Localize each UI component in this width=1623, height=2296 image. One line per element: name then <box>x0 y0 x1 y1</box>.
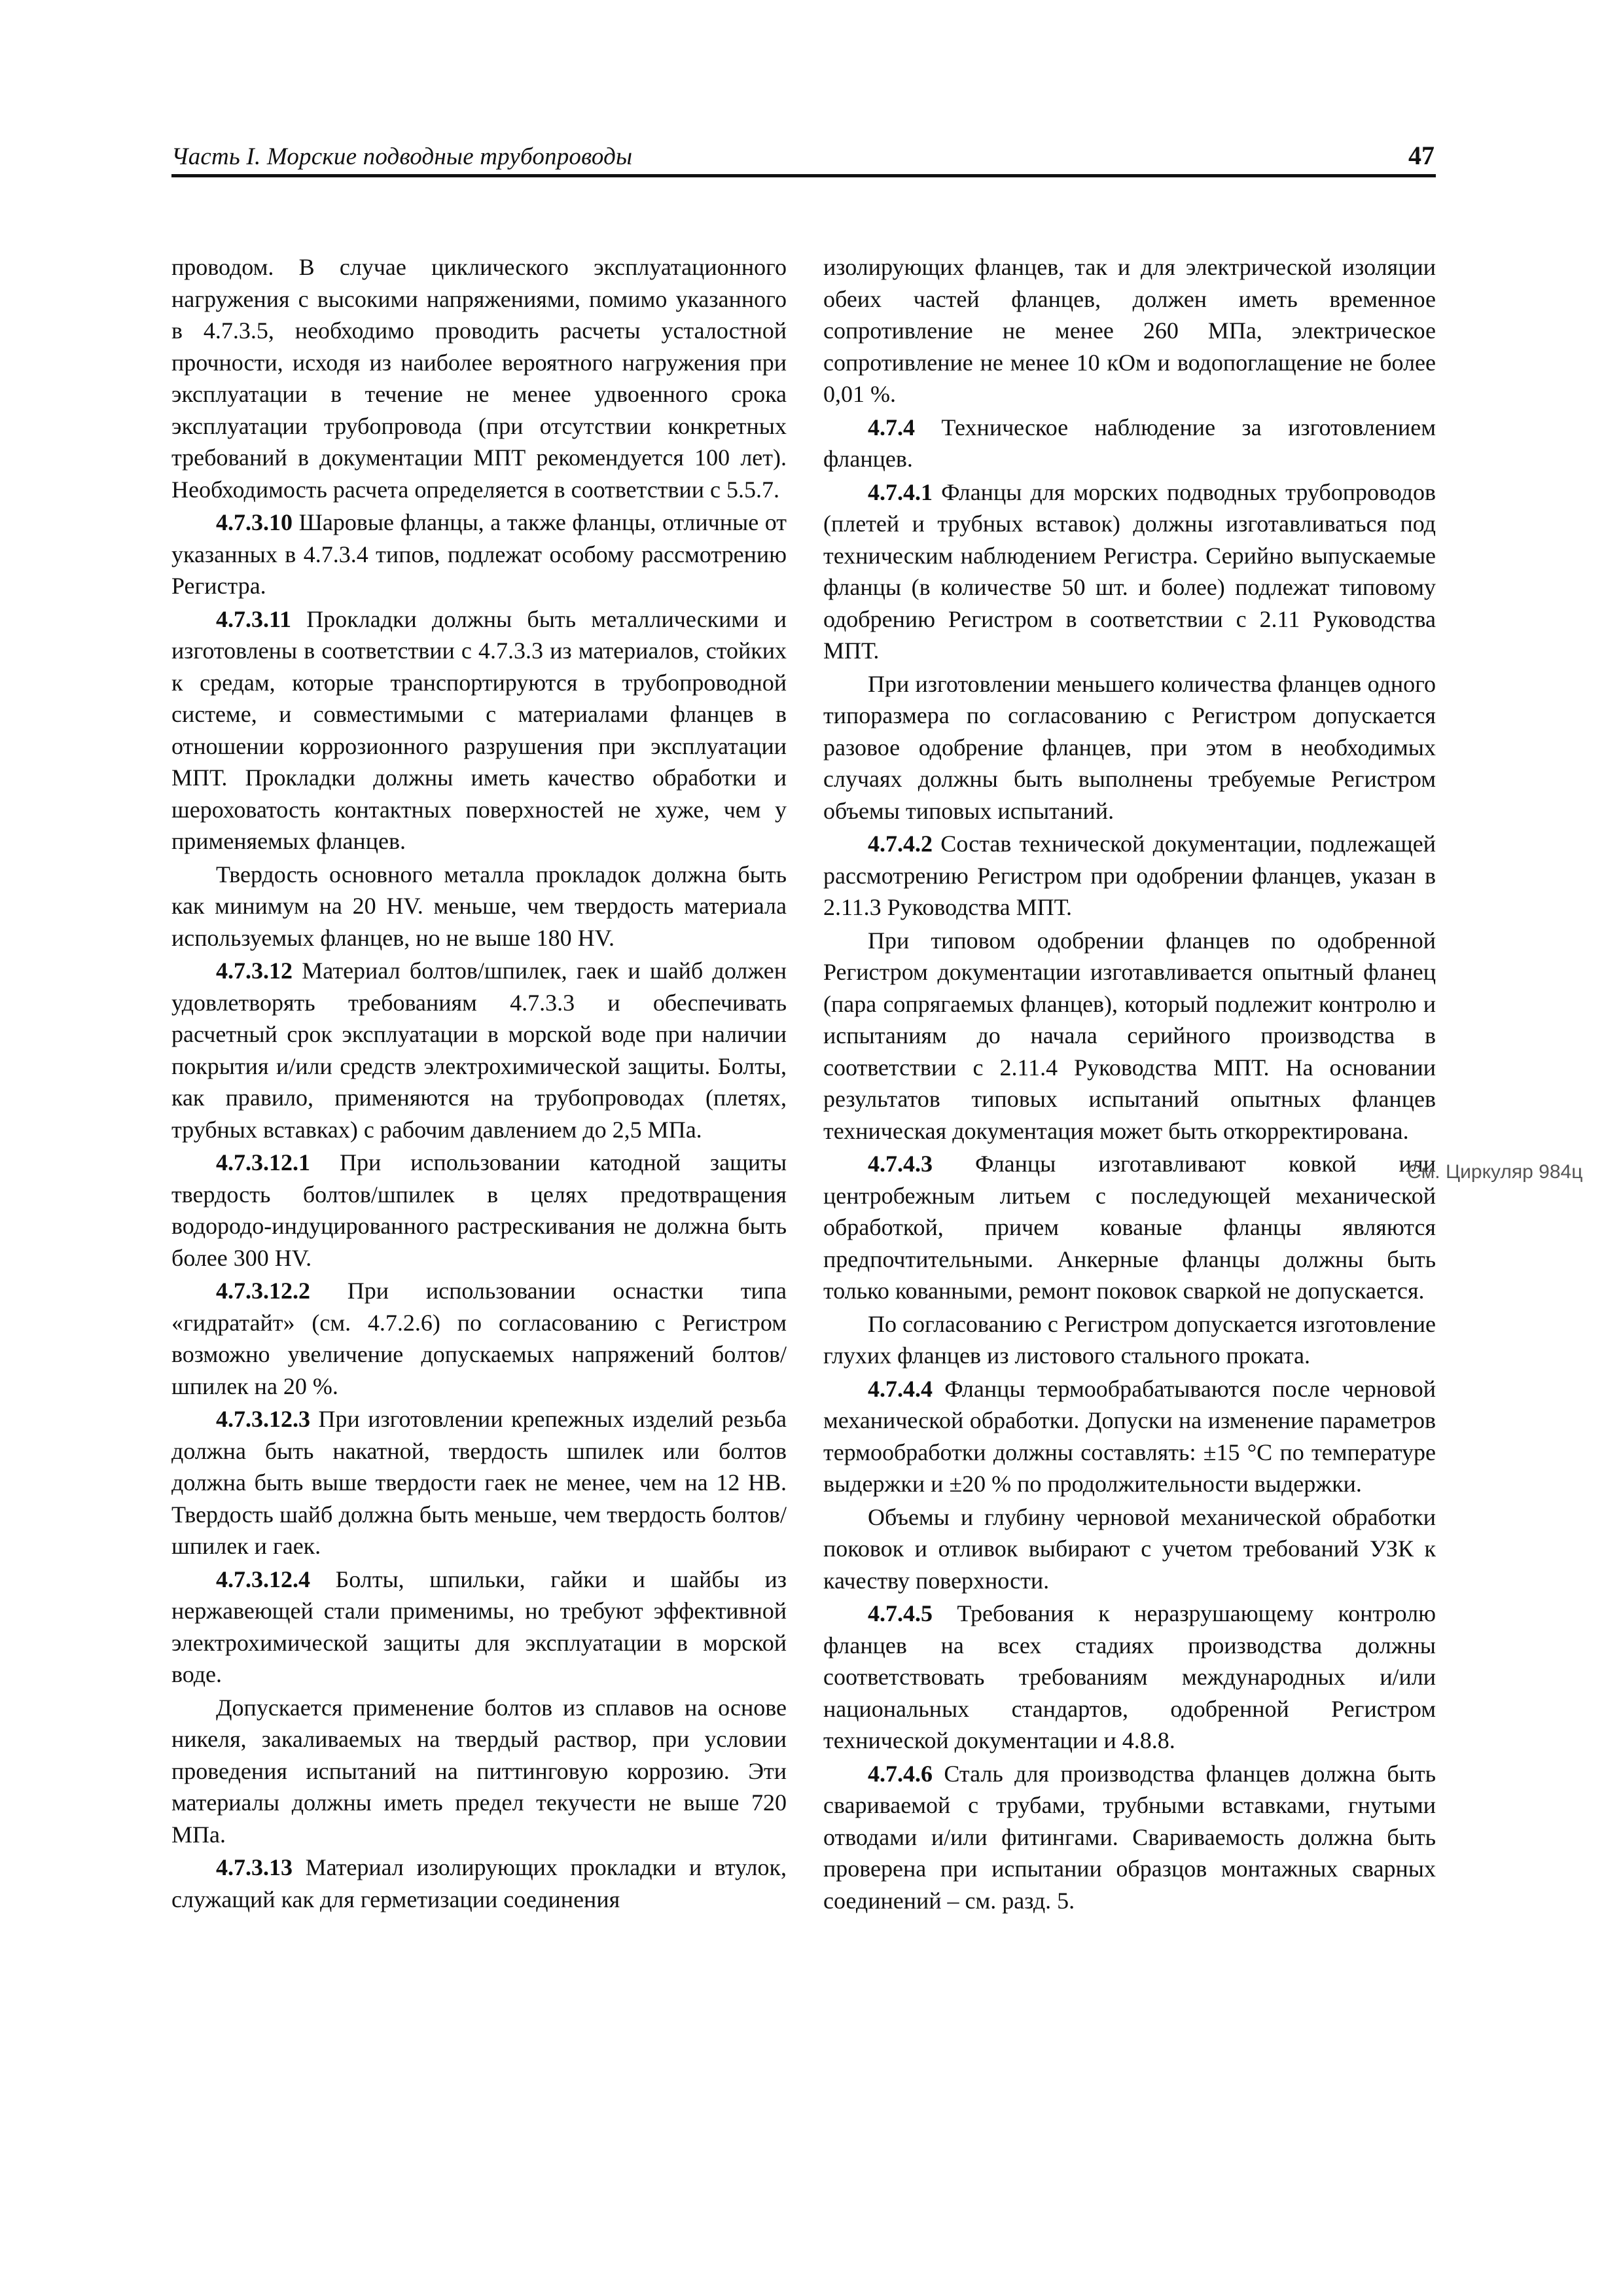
paragraph-text: Фланцы термообрабатываются после черновой механической обработки. Допуски на изменение параметров термообработки должны составлять: ±15 °C по температуре выдержки и ±20 % по продолжительности выдержки. <box>823 1375 1436 1497</box>
paragraph-text: изолирующих фланцев, так и для электрической изоляции обеих частей фланцев, должен иметь временное сопротивление не менее 260 МПа, электрическое сопротивление не менее 10 кОм и водопоглащение не более 0,01 %. <box>823 254 1436 407</box>
paragraph <box>823 828 1436 924</box>
paragraph <box>171 1564 787 1691</box>
clause-number: 4.7.4.5 <box>868 1600 933 1626</box>
paragraph <box>823 1373 1436 1500</box>
paragraph-text: При типовом одобрении фланцев по одобренной Регистром документации изготавливается опытный фланец (пара сопрягаемых фланцев), который подлежит контролю и испытаниям до начала серийного производства в соответствии с 2.11.4 Руководства МПТ. На основании результатов типовых испытаний опытных фланцев техническая документация может быть откорректирована. <box>823 927 1436 1144</box>
margin-note-link[interactable]: См. Циркуляр 984ц <box>1407 1161 1583 1183</box>
paragraph <box>823 1308 1436 1372</box>
right-column <box>823 251 1436 1918</box>
clause-number: 4.7.3.12 <box>216 958 293 984</box>
paragraph-text: Объемы и глубину черновой механической обработки поковок и отливок выбирают с учетом требований УЗК к качеству поверхности. <box>823 1503 1436 1594</box>
paragraph <box>823 251 1436 410</box>
header-rule <box>171 174 1436 177</box>
paragraph-text: Материал изолирующих прокладки и втулок, служащий как для герметизации соединения <box>171 1854 787 1912</box>
clause-number: 4.7.3.12.3 <box>216 1406 310 1432</box>
clause-number: 4.7.4.2 <box>868 831 933 857</box>
paragraph-text: При изготовлении меньшего количества фланцев одного типоразмера по согласованию с Регистром допускается разовое одобрение фланцев, при этом в необходимых случаях должны быть выполнены требуемые Регистром объемы типовых испытаний. <box>823 670 1436 824</box>
clause-number: 4.7.4.1 <box>868 478 933 505</box>
paragraph-text: Состав технической документации, подлежащей рассмотрению Регистром при одобрении фланцев, указан в 2.11.3 Руководства МПТ. <box>823 831 1436 920</box>
paragraph <box>823 1598 1436 1757</box>
paragraph <box>171 1275 787 1402</box>
paragraph <box>171 603 787 857</box>
paragraph <box>171 251 787 505</box>
paragraph <box>171 507 787 602</box>
paragraph <box>823 476 1436 667</box>
clause-number: 4.7.4.3 <box>868 1151 933 1177</box>
clause-number: 4.7.3.13 <box>216 1854 293 1880</box>
paragraph <box>171 1692 787 1851</box>
paragraph-text: Требования к неразрушающему контролю фланцев на всех стадиях производства должны соответствовать требованиям международных и/или национальных стандартов, одобренной Регистром технической документации и 4.8.8. <box>823 1600 1436 1753</box>
clause-number: 4.7.4.6 <box>868 1760 933 1787</box>
paragraph-text: Техническое наблюдение за изготовлением фланцев. <box>823 414 1436 472</box>
paragraph <box>823 1148 1436 1307</box>
paragraph-text: При использовании оснастки типа «гидратайт» (см. 4.7.2.6) по согласованию с Регистром возможно увеличение допускаемых напряжений болтов/шпилек на 20 %. <box>171 1278 787 1399</box>
paragraph-text: Прокладки должны быть металлическими и изготовлены в соответствии с 4.7.3.3 из материалов, стойких к средам, которые транспортируются в трубопроводной системе, и совместимыми с материалами фланцев в отношении коррозионного разрушения при эксплуатации МПТ. Прокладки должны иметь качество обработки и шероховатость контактных поверхностей не хуже, чем у применяемых фланцев. <box>171 605 787 854</box>
clause-number: 4.7.3.12.2 <box>216 1278 310 1304</box>
paragraph-text: По согласованию с Регистром допускается изготовление глухих фланцев из листового стального проката. <box>823 1310 1436 1369</box>
paragraph <box>171 859 787 954</box>
paragraph-text: Материал болтов/шпилек, гаек и шайб должен удовлетворять требованиям 4.7.3.3 и обеспечивать расчетный срок эксплуатации в морской воде при наличии покрытия и/или средств электрохимической защиты. Болты, как правило, применяются на трубопроводах (плетях, трубных вставках) с рабочим давлением до 2,5 МПа. <box>171 958 787 1143</box>
running-header-title: Часть I. Морские подводные трубопроводы <box>171 143 633 170</box>
paragraph-text: проводом. В случае циклического эксплуатационного нагружения с высокими напряжениями, помимо указанного в 4.7.3.5, необходимо проводить расчеты усталостной прочности, исходя из наиболее вероятного нагружения при эксплуатации в течение не менее удвоенного срока эксплуатации трубопровода (при отсутствии конкретных требований в документации МПТ рекомендуется 100 лет). Необходимость расчета определяется в соответствии с 5.5.7. <box>171 254 787 503</box>
paragraph-text: Болты, шпильки, гайки и шайбы из нержавеющей стали применимы, но требуют эффективной электрохимической защиты для эксплуатации в морской воде. <box>171 1566 787 1687</box>
paragraph-text: Шаровые фланцы, а также фланцы, отличные от указанных в 4.7.3.4 типов, подлежат особому рассмотрению Регистра. <box>171 509 787 599</box>
clause-number: 4.7.3.10 <box>216 509 293 535</box>
paragraph-text: При изготовлении крепежных изделий резьба должна быть накатной, твердость шпилек или болтов должна быть выше твердости гаек не менее, чем на 12 HB. Твердость шайб должна быть меньше, чем твердость болтов/шпилек и гаек. <box>171 1406 787 1559</box>
clause-number: 4.7.3.12.1 <box>216 1149 310 1175</box>
paragraph <box>171 955 787 1145</box>
paragraph <box>823 1501 1436 1597</box>
page-number: 47 <box>1408 141 1435 170</box>
paragraph <box>171 1147 787 1274</box>
paragraph <box>823 668 1436 827</box>
paragraph <box>171 1852 787 1915</box>
clause-number: 4.7.4 <box>868 414 915 440</box>
clause-number: 4.7.3.12.4 <box>216 1566 310 1592</box>
paragraph-text: Твердость основного металла прокладок должна быть как минимум на 20 HV. меньше, чем твердость материала используемых фланцев, но не выше 180 HV. <box>171 861 787 951</box>
paragraph-text: Фланцы изготавливают ковкой или центробежным литьем с последующей механической обработкой, причем кованые фланцы являются предпочтительными. Анкерные фланцы должны быть только кованными, ремонт поковок сваркой не допускается. <box>823 1151 1436 1304</box>
paragraph <box>823 925 1436 1147</box>
left-column <box>171 251 787 1916</box>
clause-number: 4.7.3.11 <box>216 605 292 632</box>
paragraph-text: Фланцы для морских подводных трубопроводов (плетей и трубных вставок) должны изготавливаться под техническим наблюдением Регистра. Серийно выпускаемые фланцы (в количестве 50 шт. и более) подлежат типовому одобрению Регистром в соответствии с 2.11 Руководства МПТ. <box>823 478 1436 664</box>
paragraph <box>823 412 1436 475</box>
paragraph-text: При использовании катодной защиты твердость болтов/шпилек в целях предотвращения водородо-индуцированного растрескивания не должна быть более 300 HV. <box>171 1149 787 1271</box>
paragraph <box>171 1403 787 1562</box>
paragraph <box>823 1758 1436 1917</box>
paragraph-text: Сталь для производства фланцев должна быть свариваемой с трубами, трубными вставками, гнутыми отводами и/или фитингами. Свариваемость должна быть проверена при испытании образцов монтажных сварных соединений – см. разд. 5. <box>823 1760 1436 1914</box>
paragraph-text: Допускается применение болтов из сплавов на основе никеля, закаливаемых на твердый раствор, при условии проведения испытаний на питтинговую коррозию. Эти материалы должны иметь предел текучести не выше 720 МПа. <box>171 1694 787 1848</box>
clause-number: 4.7.4.4 <box>868 1375 933 1402</box>
